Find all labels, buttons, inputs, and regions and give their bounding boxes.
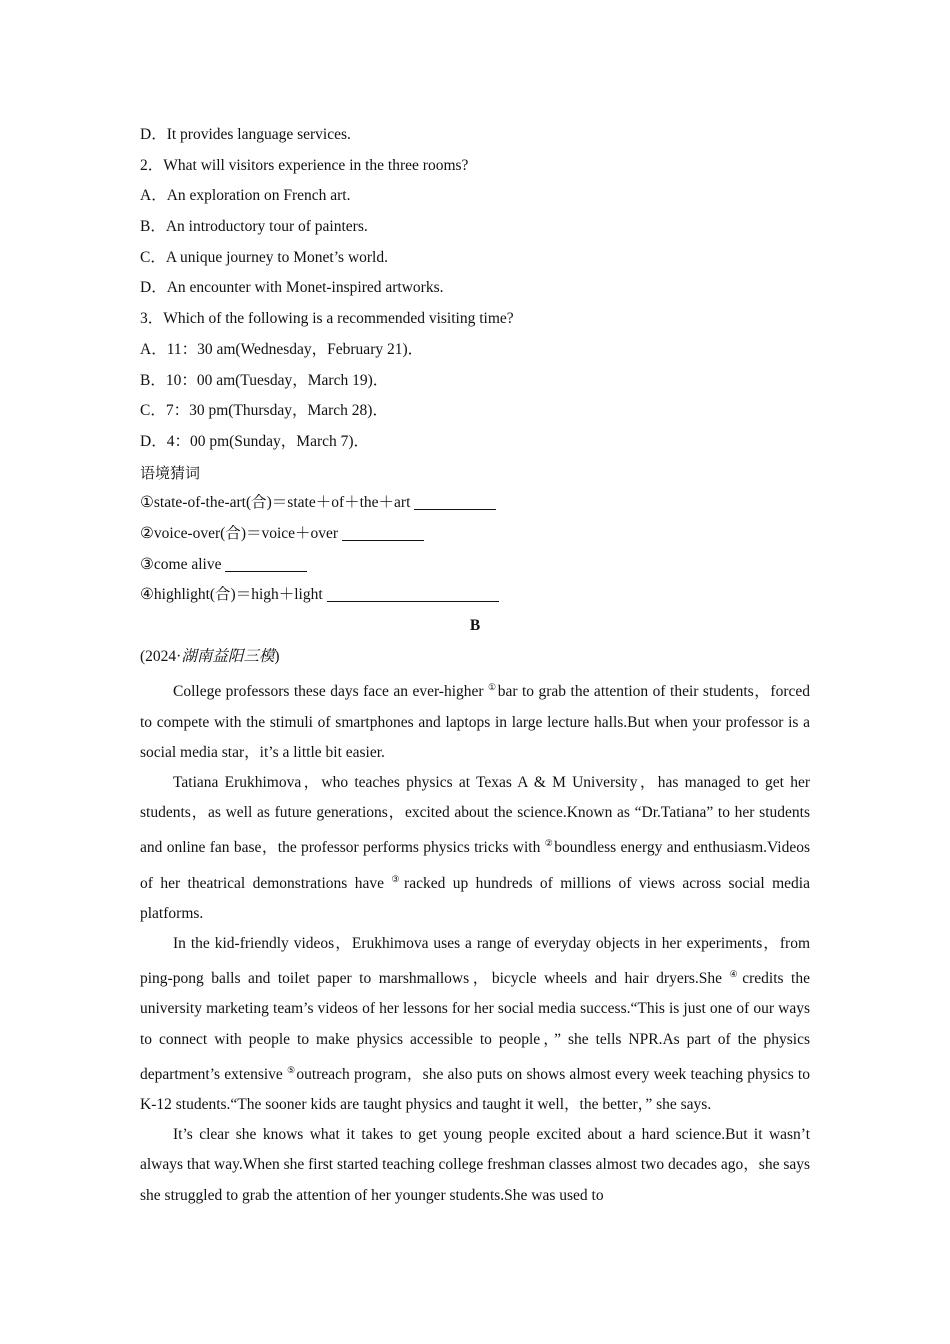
vocab-item-2 <box>140 519 810 550</box>
passage-paragraph-4 <box>140 1120 810 1211</box>
q3-stem: 3．Which of the following is a recommended visiting time? <box>140 310 514 328</box>
vocab-item-3-text: ③come alive <box>140 555 222 573</box>
vocab-marker: ② <box>544 838 554 849</box>
source-prefix: (2024· <box>140 647 182 665</box>
passage-paragraph-2 <box>140 768 810 929</box>
q3-option-d: D．4：00 pm(Sunday，March 7)． <box>140 432 370 450</box>
q2-option-b: B．An introductory tour of painters. <box>140 218 368 236</box>
vocab-item-4 <box>140 580 810 611</box>
q3-option-b: B．10：00 am(Tuesday，March 19)． <box>140 371 389 389</box>
vocab-marker: ① <box>488 682 497 693</box>
vocab-item-4-text: ④highlight(合)＝high＋light <box>140 586 323 604</box>
q1-option-d: D．It provides language services. <box>140 126 351 143</box>
vocab-heading: 语境猜词 <box>140 463 201 482</box>
vocab-item-1 <box>140 488 810 519</box>
q3-option-a: A．11：30 am(Wednesday，February 21)． <box>140 340 424 358</box>
q2-option-a: A．An exploration on French art. <box>140 187 351 205</box>
answer-blank[interactable] <box>225 553 307 572</box>
text-run: bar to grab the attention of their students，forced to compete with the stimuli of smartphones and laptops in large lecture halls.But when your professor is a social media star，it’s a little bit easier. <box>140 683 810 761</box>
source-suffix: ) <box>274 647 280 665</box>
answer-blank[interactable] <box>327 583 499 602</box>
passage-source <box>140 642 810 673</box>
text-run: It’s clear she knows what it takes to get young people excited about a hard science.But it wasn’t always that way.When she first started teaching college freshman classes almost two decades ago，she says she struggled to grab the attention of her younger students.She was used to <box>140 1126 811 1204</box>
vocab-marker: ④ <box>729 969 742 980</box>
q2-stem: 2．What will visitors experience in the three rooms? <box>140 156 469 174</box>
text-run: In the kid-friendly videos，Erukhimova uses a range of everyday objects in her experiments，from ping-pong balls and toilet paper to marshmallows，bicycle wheels and hair dryers.She <box>140 935 810 988</box>
vocab-marker: ⑤ <box>287 1064 296 1075</box>
text-run: outreach program，she also puts on shows almost every week teaching physics to K-12 students.“The sooner kids are taught physics and taught it well，the better，” she says. <box>140 1065 810 1114</box>
text-run: College professors these days face an ever-higher <box>173 683 489 701</box>
document-page <box>140 120 810 1211</box>
vocab-item-2-text: ②voice-over(合)＝voice＋over <box>140 524 339 542</box>
vocab-item-1-text: ①state-of-the-art(合)＝state＋of＋the＋art <box>140 494 411 512</box>
vocab-item-3 <box>140 550 810 581</box>
q2-option-d: D．An encounter with Monet-inspired artworks. <box>140 279 444 297</box>
source-exam-name: 湖南益阳三模 <box>181 647 275 665</box>
section-title: B <box>469 617 481 634</box>
q3-option-c: C．7：30 pm(Thursday，March 28)． <box>140 402 388 420</box>
text-run: racked up hundreds of millions of views across social media platforms. <box>140 874 810 922</box>
text-run: boundless energy and enthusiasm.Videos of her theatrical demonstrations have <box>140 839 811 892</box>
answer-blank[interactable] <box>342 522 424 541</box>
answer-blank[interactable] <box>414 491 496 510</box>
text-run: credits the university marketing team’s videos of her lessons for her social media success.“This is just one of our ways to connect with people to make physics accessible to people，” she tells NPR.As part of the physics department’s extensive <box>140 970 810 1083</box>
text-run: Tatiana Erukhimova，who teaches physics at Texas A & M University，has managed to get her students，as well as future generations，excited about the science.Known as “Dr.Tatiana” to her students and online fan base，the professor performs physics tricks with <box>140 773 810 857</box>
vocab-marker: ③ <box>391 873 404 884</box>
q2-option-c: C．A unique journey to Monet’s world. <box>140 248 388 266</box>
passage-paragraph-1 <box>140 672 810 768</box>
passage-paragraph-3 <box>140 929 810 1120</box>
